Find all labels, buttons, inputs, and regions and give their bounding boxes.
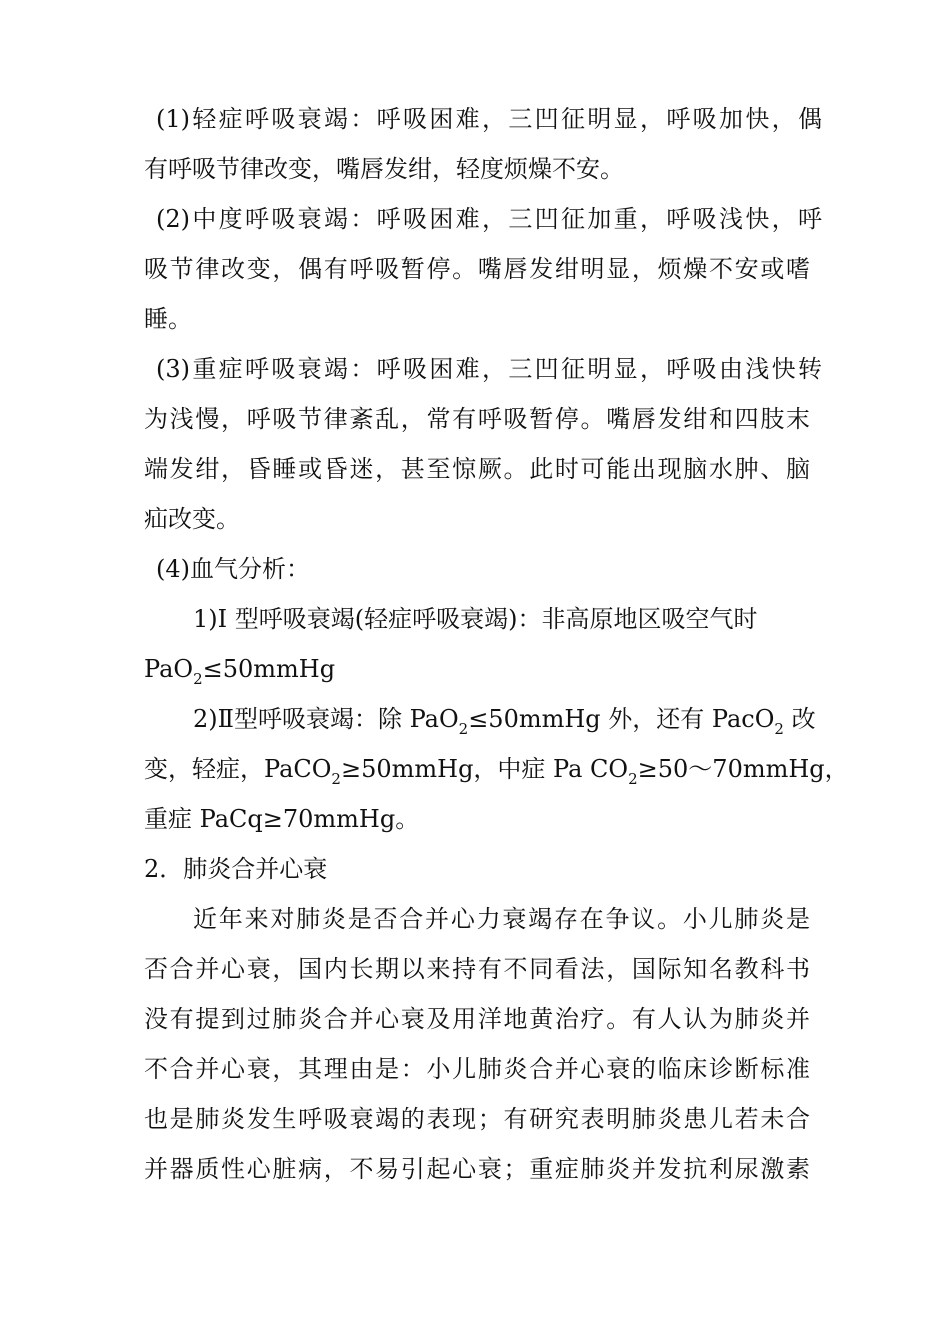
section-heading: 2．肺炎合并心衰 [144, 855, 328, 883]
subscript: 2 [774, 720, 784, 738]
paragraph-line: 也是肺炎发生呼吸衰竭的表现；有研究表明肺炎患儿若未合 [144, 1105, 810, 1133]
paragraph-line: 没有提到过肺炎合并心衰及用洋地黄治疗。有人认为肺炎并 [144, 1005, 810, 1033]
subscript: 2 [331, 770, 341, 788]
paragraph-line: 为浅慢，呼吸节律紊乱，常有呼吸暂停。嘴唇发绀和四肢末 [144, 405, 810, 433]
paragraph-line: 近年来对肺炎是否合并心力衰竭存在争议。小儿肺炎是 [193, 905, 810, 933]
paragraph-line: 1)I 型呼吸衰竭(轻症呼吸衰竭)：非高原地区吸空气时 [193, 605, 758, 633]
paragraph-line: (3)重症呼吸衰竭：呼吸困难，三凹征明显，呼吸由浅快转 [156, 355, 822, 383]
formula-text: 改 [783, 705, 816, 733]
formula-text: 2)Ⅱ型呼吸衰竭：除 PaO [193, 705, 459, 733]
formula-text: ≥50～70mmHg， [637, 755, 849, 783]
formula-text: ≤50mmHg 外，还有 PacO [468, 705, 775, 733]
formula-text: ≤50mmHg [202, 655, 336, 683]
paragraph-line: 吸节律改变，偶有呼吸暂停。嘴唇发绀明显，烦燥不安或嗜 [144, 255, 810, 283]
paragraph-line: 否合并心衰，国内长期以来持有不同看法，国际知名教科书 [144, 955, 810, 983]
paragraph-line: 并器质性心脏病，不易引起心衰；重症肺炎并发抗利尿激素 [144, 1155, 810, 1183]
paragraph-line: 端发绀，昏睡或昏迷，甚至惊厥。此时可能出现脑水肿、脑 [144, 455, 810, 483]
paragraph-line: (1)轻症呼吸衰竭：呼吸困难，三凹征明显，呼吸加快，偶 [156, 105, 822, 133]
paragraph-line: 疝改变。 [144, 505, 240, 533]
paragraph-line [144, 752, 849, 788]
formula-text: 变，轻症，PaCO [144, 755, 332, 783]
paragraph-line [193, 702, 816, 738]
paragraph-line: (2)中度呼吸衰竭：呼吸困难，三凹征加重，呼吸浅快，呼 [156, 205, 822, 233]
subscript: 2 [458, 720, 469, 738]
paragraph-line: 不合并心衰，其理由是：小儿肺炎合并心衰的临床诊断标准 [144, 1055, 810, 1083]
subscript: 2 [193, 670, 203, 688]
subscript: 2 [628, 770, 638, 788]
formula-text: PaO [144, 655, 194, 683]
paragraph-line: 有呼吸节律改变，嘴唇发绀，轻度烦燥不安。 [144, 155, 624, 183]
formula-text: ≥50mmHg，中症 Pa CO [340, 755, 629, 783]
paragraph-line [144, 652, 810, 686]
paragraph-line: 睡。 [144, 305, 192, 333]
paragraph-line: 重症 PaCq≥70mmHg。 [144, 805, 420, 833]
paragraph-line: (4)血气分析： [156, 555, 310, 583]
